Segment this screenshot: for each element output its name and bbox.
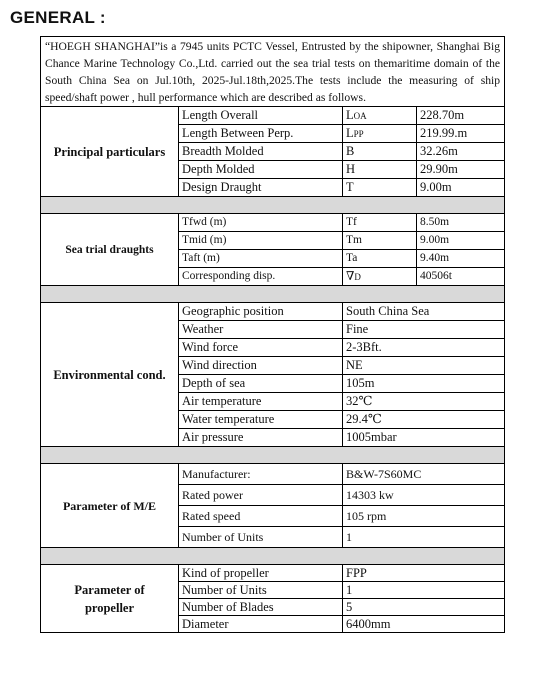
row-label: Rated speed	[179, 506, 343, 527]
row-value: 8.50m	[417, 214, 505, 232]
row-symbol: T	[343, 179, 417, 197]
row-label: Rated power	[179, 485, 343, 506]
section-draughts-title: Sea trial draughts	[41, 214, 179, 286]
row-symbol: LOA	[343, 107, 417, 125]
row-value: NE	[343, 357, 505, 375]
row-label: Length Overall	[179, 107, 343, 125]
row-value: 32℃	[343, 393, 505, 411]
row-value: 1	[343, 527, 505, 548]
table-row	[41, 107, 505, 125]
row-value: South China Sea	[343, 303, 505, 321]
row-label: Corresponding disp.	[179, 268, 343, 286]
section-principal-title: Principal particulars	[41, 107, 179, 197]
row-value: FPP	[343, 565, 505, 582]
row-value: 29.4℃	[343, 411, 505, 429]
row-symbol: B	[343, 143, 417, 161]
general-table	[40, 36, 505, 633]
row-value: 14303 kw	[343, 485, 505, 506]
row-value: 5	[343, 599, 505, 616]
section-environment-title: Environmental cond.	[41, 303, 179, 447]
row-value: 219.99.m	[417, 125, 505, 143]
row-label: Taft (m)	[179, 250, 343, 268]
row-symbol: Ta	[343, 250, 417, 268]
row-value: B&W-7S60MC	[343, 464, 505, 485]
row-value: 29.90m	[417, 161, 505, 179]
row-symbol: LPP	[343, 125, 417, 143]
row-label: Water temperature	[179, 411, 343, 429]
row-label: Wind force	[179, 339, 343, 357]
row-label: Wind direction	[179, 357, 343, 375]
row-value: 1005mbar	[343, 429, 505, 447]
section-propeller-title-line1: Parameter of	[74, 582, 145, 597]
row-symbol: Tf	[343, 214, 417, 232]
section-propeller-title-line2: propeller	[84, 600, 135, 615]
section-divider	[41, 447, 505, 464]
table-row	[41, 303, 505, 321]
row-label: Tmid (m)	[179, 232, 343, 250]
row-label: Tfwd (m)	[179, 214, 343, 232]
row-label: Number of Blades	[179, 599, 343, 616]
row-label: Depth Molded	[179, 161, 343, 179]
intro-paragraph: “HOEGH SHANGHAI”is a 7945 units PCTC Vessel, Entrusted by the shipowner, Shanghai Big Chance Marine Technology Co.,Ltd. carried out the sea trial tests on themaritime domain of the South China Sea on Jul.10th, 2025-Jul.18th,2025.The tests include the measuring of ship speed/shaft power , hull performance which are described as follows.	[41, 37, 505, 107]
row-label: Number of Units	[179, 582, 343, 599]
table-row	[41, 214, 505, 232]
row-value: 228.70m	[417, 107, 505, 125]
row-value: 105 rpm	[343, 506, 505, 527]
row-symbol: Tm	[343, 232, 417, 250]
row-label: Weather	[179, 321, 343, 339]
row-label: Depth of sea	[179, 375, 343, 393]
section-divider	[41, 197, 505, 214]
row-value: Fine	[343, 321, 505, 339]
row-label: Breadth Molded	[179, 143, 343, 161]
row-value: 9.00m	[417, 232, 505, 250]
row-label: Number of Units	[179, 527, 343, 548]
page-heading: GENERAL :	[10, 8, 106, 27]
section-divider	[41, 286, 505, 303]
row-value: 2-3Bft.	[343, 339, 505, 357]
section-divider	[41, 548, 505, 565]
row-symbol: ∇D	[343, 268, 417, 286]
row-label: Geographic position	[179, 303, 343, 321]
table-row	[41, 464, 505, 485]
row-value: 105m	[343, 375, 505, 393]
row-label: Diameter	[179, 616, 343, 633]
row-label: Manufacturer:	[179, 464, 343, 485]
section-me-title: Parameter of M/E	[41, 464, 179, 548]
row-value: 1	[343, 582, 505, 599]
row-label: Design Draught	[179, 179, 343, 197]
row-value: 40506t	[417, 268, 505, 286]
row-value: 6400mm	[343, 616, 505, 633]
row-label: Length Between Perp.	[179, 125, 343, 143]
row-value: 32.26m	[417, 143, 505, 161]
row-symbol: H	[343, 161, 417, 179]
row-label: Kind of propeller	[179, 565, 343, 582]
row-value: 9.40m	[417, 250, 505, 268]
row-label: Air temperature	[179, 393, 343, 411]
row-label: Air pressure	[179, 429, 343, 447]
row-value: 9.00m	[417, 179, 505, 197]
table-row	[41, 565, 505, 582]
section-propeller-title	[41, 565, 179, 633]
